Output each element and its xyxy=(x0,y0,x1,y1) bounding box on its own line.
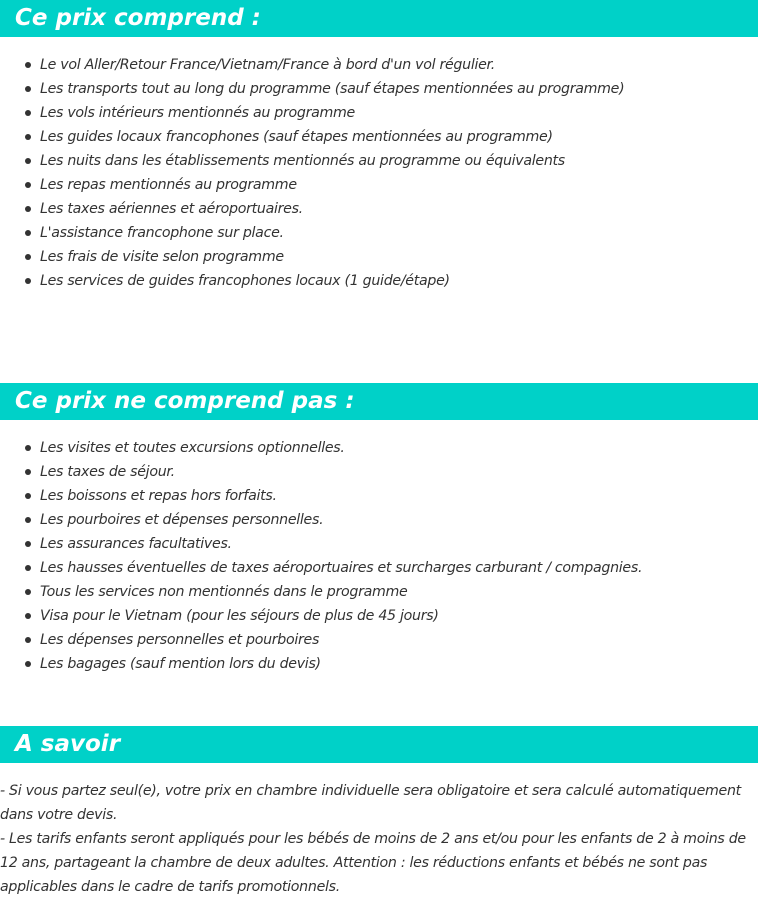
list-item: Les nuits dans les établissements mentionnés au programme ou équivalents xyxy=(0,149,758,173)
list-item: Les dépenses personnelles et pourboires xyxy=(0,628,758,652)
list-item: Les hausses éventuelles de taxes aéroportuaires et surcharges carburant / compagnies. xyxy=(0,556,758,580)
list-item: Les boissons et repas hors forfaits. xyxy=(0,484,758,508)
about-paragraph: - Les tarifs enfants seront appliqués pour les bébés de moins de 2 ans et/ou pour les enfants de 2 à moins de 12 ans, partageant la chambre de deux adultes. Attention : les réductions enfants et bébés ne sont pas applicables dans le cadre de tarifs promotionnels. xyxy=(0,831,746,895)
list-item: Les frais de visite selon programme xyxy=(0,245,758,269)
list-item: Les visites et toutes excursions optionnelles. xyxy=(0,436,758,460)
list-item: Le vol Aller/Retour France/Vietnam/France à bord d'un vol régulier. xyxy=(0,53,758,77)
list-item: Les vols intérieurs mentionnés au programme xyxy=(0,101,758,125)
list-item: Les bagages (sauf mention lors du devis) xyxy=(0,652,758,676)
list-item: Les pourboires et dépenses personnelles. xyxy=(0,508,758,532)
about-paragraph: - Si vous partez seul(e), votre prix en chambre individuelle sera obligatoire et sera calculé automatiquement dans votre devis. xyxy=(0,783,741,823)
includes-list xyxy=(0,53,758,293)
list-item: L'assistance francophone sur place. xyxy=(0,221,758,245)
includes-heading: Ce prix comprend : xyxy=(0,0,758,37)
list-item: Les taxes aériennes et aéroportuaires. xyxy=(0,197,758,221)
excludes-heading: Ce prix ne comprend pas : xyxy=(0,383,758,420)
about-heading: A savoir xyxy=(0,726,758,763)
list-item: Visa pour le Vietnam (pour les séjours de plus de 45 jours) xyxy=(0,604,758,628)
list-item: Les guides locaux francophones (sauf étapes mentionnées au programme) xyxy=(0,125,758,149)
list-item: Les services de guides francophones locaux (1 guide/étape) xyxy=(0,269,758,293)
list-item: Les assurances facultatives. xyxy=(0,532,758,556)
list-item: Les transports tout au long du programme (sauf étapes mentionnées au programme) xyxy=(0,77,758,101)
excludes-list xyxy=(0,436,758,676)
list-item: Les repas mentionnés au programme xyxy=(0,173,758,197)
list-item: Tous les services non mentionnés dans le programme xyxy=(0,580,758,604)
about-text xyxy=(0,779,758,899)
list-item: Les taxes de séjour. xyxy=(0,460,758,484)
